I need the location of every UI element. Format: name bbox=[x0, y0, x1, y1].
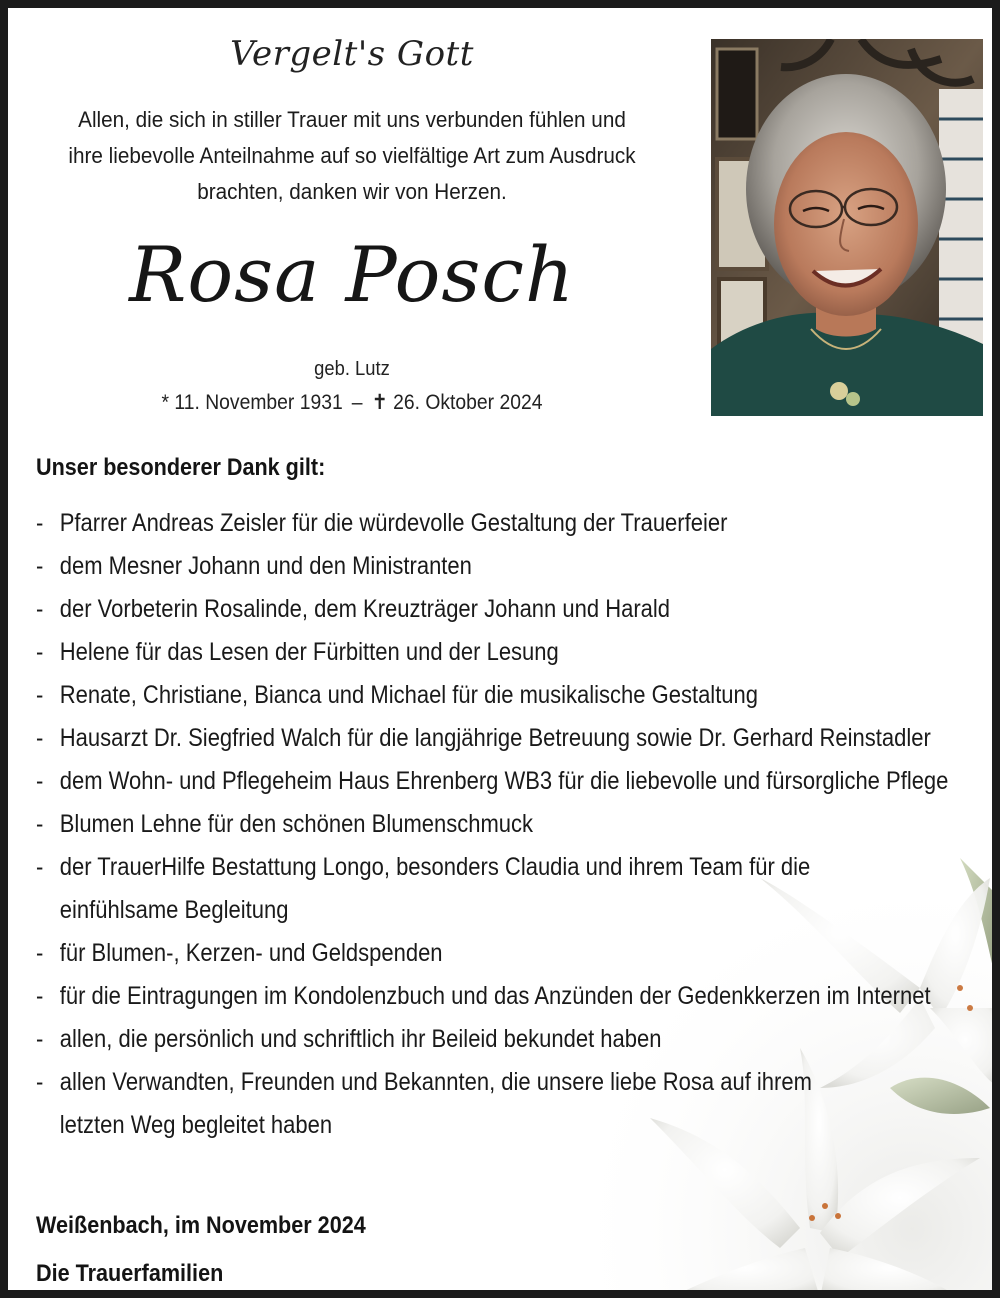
bullet-dash: - bbox=[36, 509, 44, 537]
list-item-text: Hausarzt Dr. Siegfried Walch für die langjährige Betreuung sowie Dr. Gerhard Reinstadler bbox=[59, 724, 931, 752]
list-item bbox=[36, 760, 949, 803]
list-item-text-continued: einfühlsame Begleitung bbox=[59, 896, 289, 924]
life-dates bbox=[58, 390, 647, 415]
list-item bbox=[36, 1018, 916, 1061]
list-item bbox=[36, 717, 931, 760]
list-item bbox=[36, 932, 916, 975]
list-item-text-continued: letzten Weg begleitet haben bbox=[59, 1111, 333, 1139]
cross-icon: ✝ bbox=[371, 391, 388, 414]
list-item-text: für die Eintragungen im Kondolenzbuch und das Anzünden der Gedenkkerzen im Internet bbox=[59, 982, 931, 1010]
portrait-photo bbox=[711, 39, 983, 416]
intro-line: ihre liebevolle Anteilnahme auf so vielfältige Art zum Ausdruck bbox=[68, 143, 636, 168]
thanks-list bbox=[36, 502, 949, 1147]
list-item bbox=[36, 846, 916, 932]
list-item bbox=[36, 631, 916, 674]
list-item-text: Renate, Christiane, Bianca und Michael für die musikalische Gestaltung bbox=[59, 681, 759, 709]
bullet-dash: - bbox=[36, 552, 44, 580]
maiden-name: geb. Lutz bbox=[314, 358, 390, 380]
thanks-heading: Unser besonderer Dank gilt: bbox=[36, 454, 326, 481]
list-item bbox=[36, 1061, 916, 1147]
list-item bbox=[36, 588, 916, 631]
bullet-dash: - bbox=[36, 724, 44, 752]
list-item bbox=[36, 674, 916, 717]
closing-block bbox=[36, 1202, 366, 1298]
list-item-text: dem Mesner Johann und den Ministranten bbox=[59, 552, 472, 580]
bullet-dash: - bbox=[36, 939, 44, 967]
list-item bbox=[36, 502, 916, 545]
bullet-dash: - bbox=[36, 1025, 44, 1053]
list-item-text: allen, die persönlich und schriftlich ihr Beileid bekundet haben bbox=[59, 1025, 662, 1053]
list-item-text: der TrauerHilfe Bestattung Longo, besonders Claudia und ihrem Team für die bbox=[59, 853, 811, 881]
bullet-dash: - bbox=[36, 638, 44, 666]
list-item-text: dem Wohn- und Pflegeheim Haus Ehrenberg WB3 für die liebevolle und fürsorgliche Pflege bbox=[59, 767, 949, 795]
list-item-text: allen Verwandten, Freunden und Bekannten, die unsere liebe Rosa auf ihrem bbox=[59, 1068, 812, 1096]
bullet-dash: - bbox=[36, 767, 44, 795]
header-title: Vergelt's Gott bbox=[230, 34, 474, 74]
bullet-dash: - bbox=[36, 1068, 44, 1096]
list-item-text: der Vorbeterin Rosalinde, dem Kreuzträger Johann und Harald bbox=[59, 595, 671, 623]
bullet-dash: - bbox=[36, 681, 44, 709]
list-item bbox=[36, 545, 916, 588]
list-item bbox=[36, 975, 931, 1018]
bullet-dash: - bbox=[36, 595, 44, 623]
date-separator: – bbox=[351, 391, 363, 414]
death-date: 26. Oktober 2024 bbox=[393, 391, 543, 414]
intro-text bbox=[48, 102, 655, 210]
list-item-text: Blumen Lehne für den schönen Blumenschmuck bbox=[59, 810, 534, 838]
bullet-dash: - bbox=[36, 853, 44, 881]
deceased-name: Rosa Posch bbox=[129, 230, 575, 319]
birth-date: * 11. November 1931 bbox=[161, 391, 343, 414]
place-date: Weißenbach, im November 2024 bbox=[36, 1212, 366, 1239]
list-item bbox=[36, 803, 916, 846]
list-item-text: für Blumen-, Kerzen- und Geldspenden bbox=[59, 939, 443, 967]
intro-line: Allen, die sich in stiller Trauer mit uns verbunden fühlen und bbox=[78, 107, 626, 132]
signature: Die Trauerfamilien bbox=[36, 1260, 224, 1287]
bullet-dash: - bbox=[36, 982, 44, 1010]
list-item-text: Pfarrer Andreas Zeisler für die würdevolle Gestaltung der Trauerfeier bbox=[59, 509, 728, 537]
intro-line: brachten, danken wir von Herzen. bbox=[197, 179, 507, 204]
bullet-dash: - bbox=[36, 810, 44, 838]
list-item-text: Helene für das Lesen der Fürbitten und der Lesung bbox=[59, 638, 559, 666]
